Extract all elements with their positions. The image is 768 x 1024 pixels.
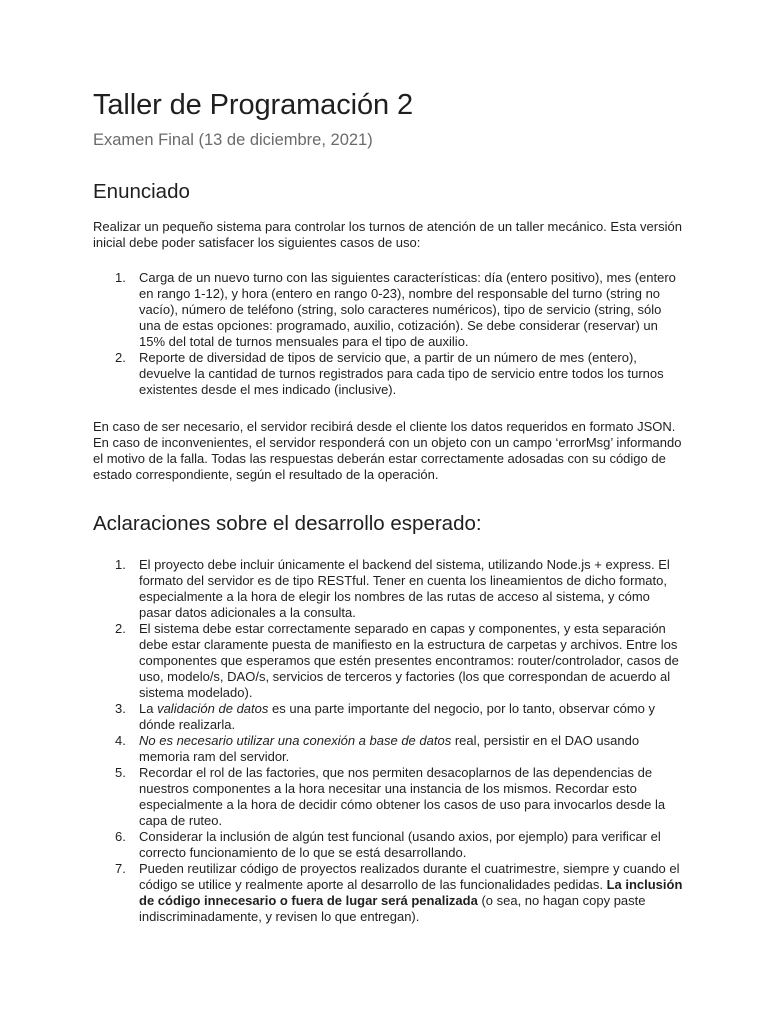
- json-response-paragraph: En caso de ser necesario, el servidor recibirá desde el cliente los datos requeridos en formato JSON. En caso de inconvenientes, el servidor responderá con un objeto con un campo ‘errorMsg’ informando el motivo de la falla. Todas las respuestas deberán estar correctamente adosadas con su código de estado correspondiente, según el resultado de la operación.: [93, 419, 682, 482]
- emphasis-text: No es necesario utilizar una conexión a base de datos: [139, 733, 452, 748]
- clarifications-list: [93, 557, 683, 925]
- list-item-text: Recordar el rol de las factories, que nos permiten desacoplarnos de las dependencias de nuestros componentes a la hora necesitar una instancia de los mismos. Recordar esto especialmente a la hora de decidir cómo obtener los casos de uso para invocarlos desde la capa de ruteo.: [139, 765, 666, 828]
- list-number: 6.: [115, 829, 126, 844]
- list-item-text: El sistema debe estar correctamente separado en capas y componentes, y esta separación debe estar claramente puesta de manifiesto en la estructura de carpetas y archivos. Entre los componentes que esperamos que estén presentes encontramos: router/controlador, casos de uso, modelo/s, DAO/s, servicios de terceros y factories (los que correspondan de acuerdo al sistema modelado).: [139, 621, 679, 700]
- section-heading-aclaraciones: Aclaraciones sobre el desarrollo esperado:: [93, 512, 482, 535]
- list-number: 4.: [115, 733, 126, 748]
- list-number: 3.: [115, 701, 126, 716]
- document-title: Taller de Programación 2: [93, 89, 413, 121]
- list-number: 5.: [115, 765, 126, 780]
- clarification-item: [93, 701, 683, 733]
- list-number: 1.: [115, 557, 126, 572]
- document-subtitle: Examen Final (13 de diciembre, 2021): [93, 131, 373, 149]
- list-item-text-suffix: es una parte importante del negocio, por lo tanto, observar cómo y dónde realizarla.: [139, 701, 656, 732]
- clarification-item: [93, 829, 683, 861]
- use-case-item: [93, 270, 683, 350]
- clarification-item: [93, 765, 683, 829]
- bold-warning-text: La inclusión de código innecesario o fuera de lugar será penalizada: [139, 877, 683, 908]
- clarification-item: [93, 621, 683, 701]
- use-case-item: [93, 350, 683, 398]
- clarification-item: [93, 733, 683, 765]
- list-item-text: Considerar la inclusión de algún test funcional (usando axios, por ejemplo) para verificar el correcto funcionamiento de lo que se está desarrollando.: [139, 829, 661, 860]
- list-item-text-prefix: La: [139, 701, 158, 716]
- list-number: 2.: [115, 350, 126, 365]
- list-number: 7.: [115, 861, 126, 876]
- emphasis-text: validación de datos: [157, 701, 269, 716]
- list-item-text: Carga de un nuevo turno con las siguientes características: día (entero positivo), mes (entero en rango 1-12), y hora (entero en rango 0-23), nombre del responsable del turno (string no vacío), número de teléfono (string, solo caracteres numéricos), tipo de servicio (string, sólo una de estas opciones: programado, auxilio, cotización). Se debe considerar (reservar) un 15% del total de turnos mensuales para el tipo de auxilio.: [139, 270, 676, 349]
- list-item-text-suffix: (o sea, no hagan copy paste indiscriminadamente, y revisen lo que entregan).: [139, 893, 646, 924]
- clarification-item: [93, 557, 683, 621]
- list-item-text: Reporte de diversidad de tipos de servicio que, a partir de un número de mes (entero), devuelve la cantidad de turnos registrados para cada tipo de servicio entre todos los turnos existentes desde el mes indicado (inclusive).: [139, 350, 664, 397]
- use-cases-list: [93, 270, 683, 398]
- list-item-text: El proyecto debe incluir únicamente el backend del sistema, utilizando Node.js + express. El formato del servidor es de tipo RESTful. Tener en cuenta los lineamientos de dicho formato, especialmente a la hora de elegir los nombres de las rutas de acceso al sistema, y cómo pasar datos adicionales a la consulta.: [139, 557, 670, 620]
- list-item-text-prefix: Pueden reutilizar código de proyectos realizados durante el cuatrimestre, siempre y cuando el código se utilice y realmente aporte al desarrollo de las funcionalidades pedidas.: [139, 861, 680, 892]
- document-body: [93, 88, 683, 925]
- enunciado-intro-paragraph: Realizar un pequeño sistema para controlar los turnos de atención de un taller mecánico. Esta versión inicial debe poder satisfacer los siguientes casos de uso:: [93, 219, 682, 250]
- list-item-text-suffix: real, persistir en el DAO usando memoria ram del servidor.: [139, 733, 640, 764]
- section-heading-enunciado: Enunciado: [93, 180, 190, 203]
- clarification-item: [93, 861, 683, 925]
- list-number: 1.: [115, 270, 126, 285]
- list-number: 2.: [115, 621, 126, 636]
